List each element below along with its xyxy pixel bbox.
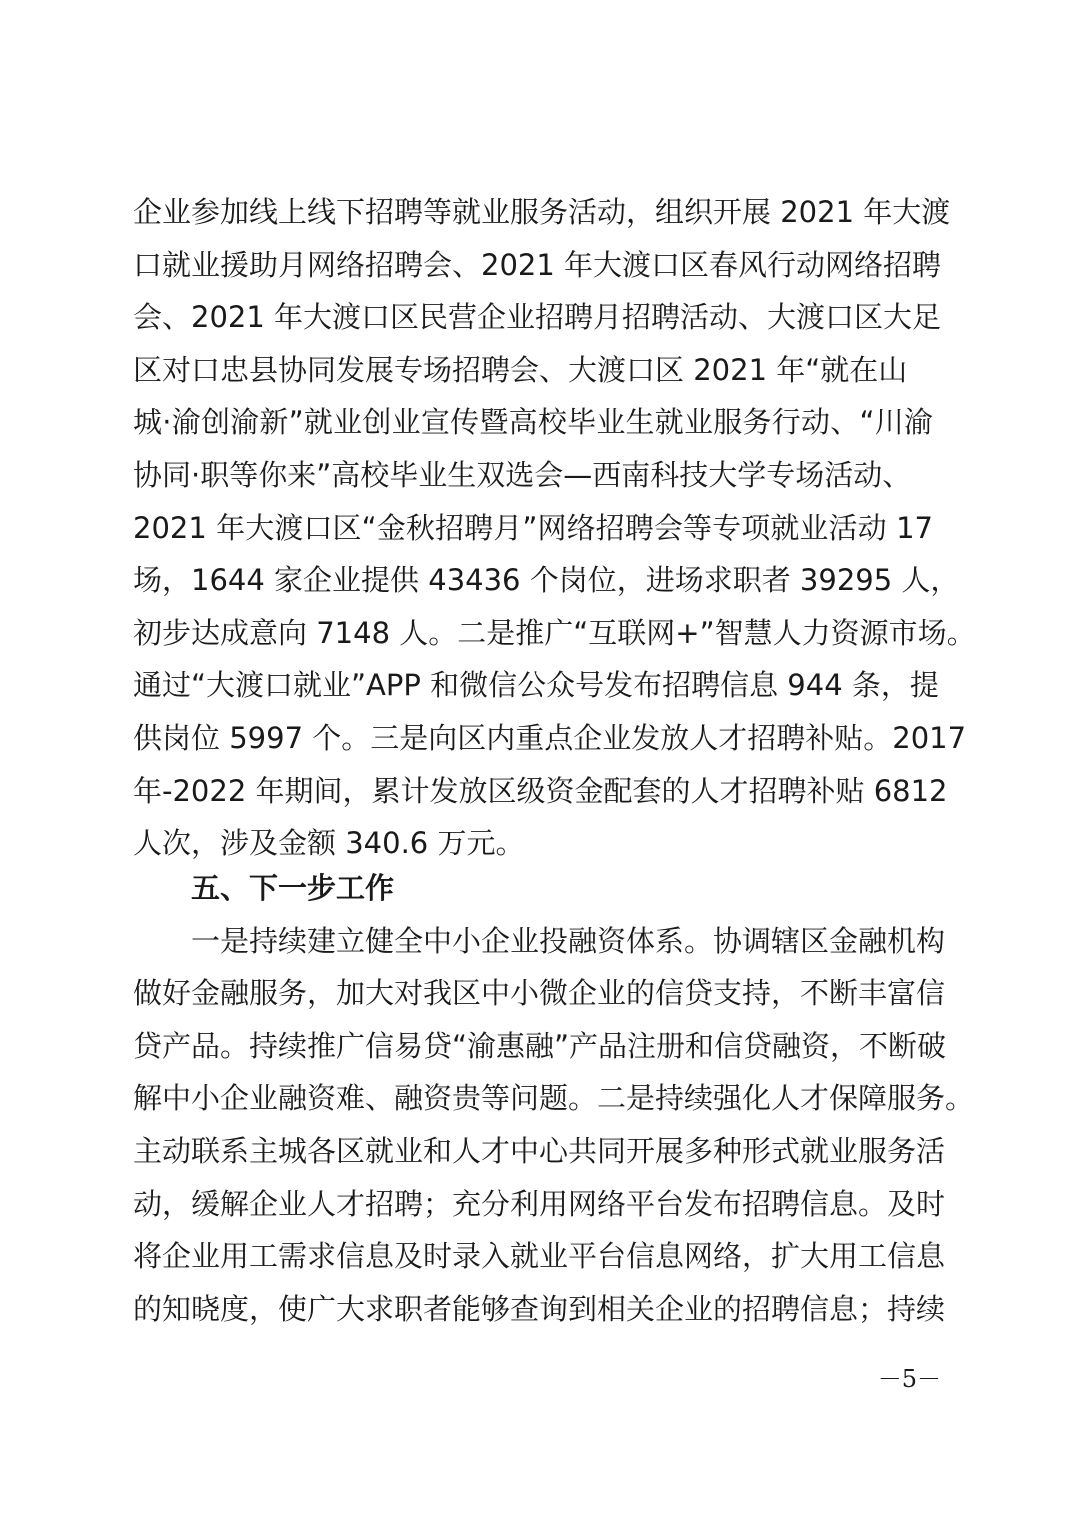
section-heading: 五、下一步工作 [191, 871, 395, 905]
paragraph-line: 场，1644 家企业提供 43436 个岗位，进场求职者 39295 人， [133, 563, 960, 598]
paragraph-line: 一是持续建立健全中小企业投融资体系。协调辖区金融机构 [191, 923, 946, 958]
paragraph-line: 会、2021 年大渡口区民营企业招聘月招聘活动、大渡口区大足 [133, 300, 942, 335]
paragraph-line: 的知晓度，使广大求职者能够查询到相关企业的招聘信息；持续 [133, 1291, 946, 1326]
paragraph-line: 口就业援助月网络招聘会、2021 年大渡口区春风行动网络招聘 [133, 247, 942, 282]
paragraph-line: 解中小企业融资难、融资贵等问题。二是持续强化人才保障服务。 [133, 1081, 975, 1116]
paragraph-recruitment-activities [133, 186, 976, 870]
paragraph-line: 区对口忠县协同发展专场招聘会、大渡口区 2021 年“就在山 [133, 352, 908, 387]
paragraph-line: 初步达成意向 7148 人。二是推广“互联网+”智慧人力资源市场。 [133, 615, 976, 650]
paragraph-line: 贷产品。持续推广信易贷“渝惠融”产品注册和信贷融资，不断破 [133, 1028, 947, 1063]
paragraph-line: 供岗位 5997 个。三是向区内重点企业发放人才招聘补贴。2017 [133, 720, 967, 755]
paragraph-line: 年-2022 年期间，累计发放区级资金配套的人才招聘补贴 6812 [133, 773, 948, 808]
paragraph-line: 通过“大渡口就业”APP 和微信公众号发布招聘信息 944 条，提 [133, 668, 939, 703]
paragraph-line: 协同·职等你来”高校毕业生双选会—西南科技大学专场活动、 [133, 457, 912, 492]
paragraph-line: 城·渝创渝新”就业创业宣传暨高校毕业生就业服务行动、“川渝 [133, 405, 933, 440]
paragraph-line: 将企业用工需求信息及时录入就业平台信息网络，扩大用工信息 [133, 1239, 946, 1274]
paragraph-line: 做好金融服务，加大对我区中小微企业的信贷支持，不断丰富信 [133, 976, 946, 1011]
page-number: －5－ [877, 1365, 941, 1393]
paragraph-line: 人次，涉及金额 340.6 万元。 [133, 826, 525, 861]
paragraph-line: 企业参加线上线下招聘等就业服务活动，组织开展 2021 年大渡 [133, 195, 951, 229]
paragraph-line: 2021 年大渡口区“金秋招聘月”网络招聘会等专项就业活动 17 [133, 510, 933, 545]
paragraph-line: 动，缓解企业人才招聘；充分利用网络平台发布招聘信息。及时 [133, 1186, 946, 1221]
paragraph-line: 主动联系主城各区就业和人才中心共同开展多种形式就业服务活 [133, 1133, 946, 1168]
next-steps-section [133, 862, 975, 1335]
